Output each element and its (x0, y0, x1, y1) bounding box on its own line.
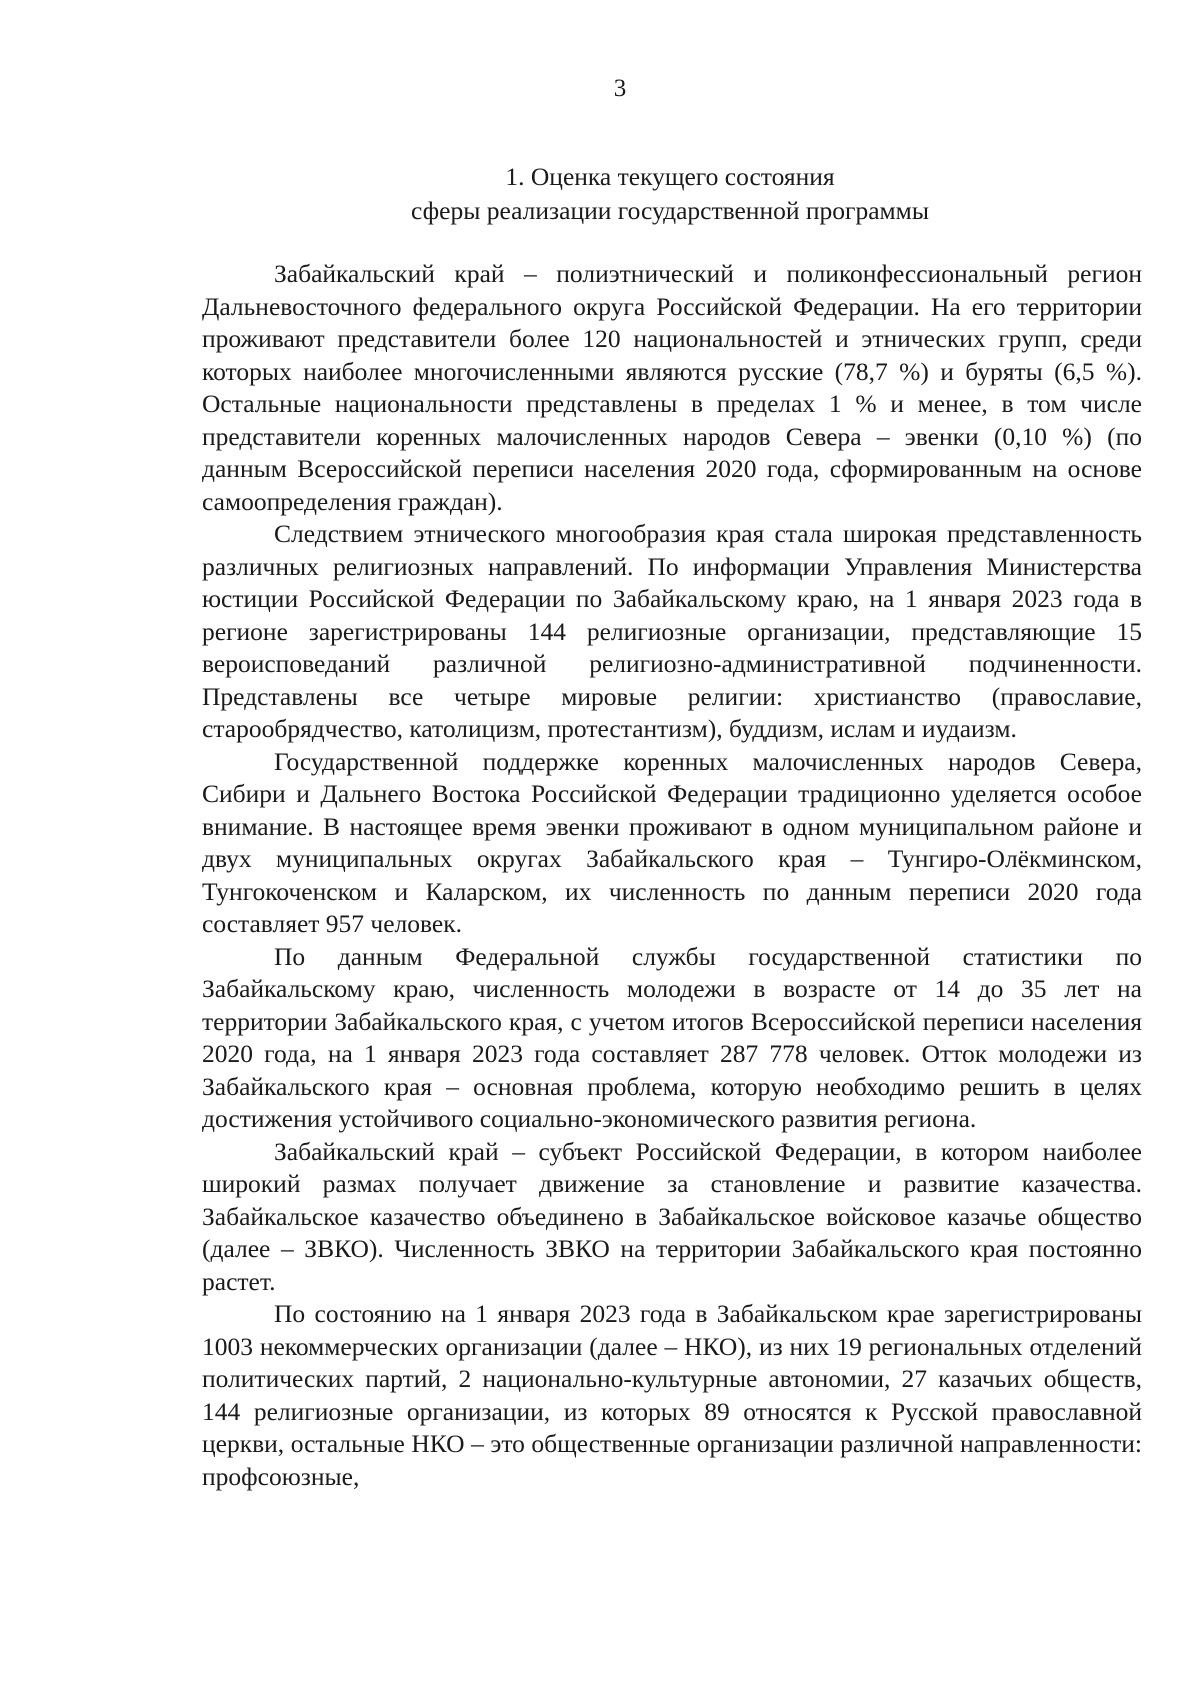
paragraph-ethnic-composition: Забайкальский край – полиэтнический и поликонфессиональный регион Дальневосточного федерального округа Российской Федерации. На его территории проживают представители более 120 национальностей и этнических групп, среди которых наиболее многочисленными являются русские (78,7 %) и буряты (6,5 %). Остальные национальности представлены в пределах 1 % и менее, в том числе представители коренных малочисленных народов Севера – эвенки (0,10 %) (по данным Всероссийской переписи населения 2020 года, сформированным на основе самоопределения граждан). (202, 259, 1142, 516)
section-heading-line-2: сферы реализации государственной программы (411, 196, 929, 225)
paragraph-cossacks: Забайкальский край – субъект Российской Федерации, в котором наиболее широкий размах получает движение за становление и развитие казачества. Забайкальское казачество объединено в Забайкальское войсковое казачье общество (далее – ЗВКО). Численность ЗВКО на территории Забайкальского края постоянно растет. (202, 1136, 1142, 1296)
section-heading-line-1: 1. Оценка текущего состояния (505, 162, 835, 191)
paragraph-indigenous-peoples: Государственной поддержке коренных малочисленных народов Севера, Сибири и Дальнего Востока Российской Федерации традиционно уделяется особое внимание. В настоящее время эвенки проживают в одном муниципальном районе и двух муниципальных округах Забайкальского края – Тунгиро-Олёкминском, Тунгокоченском и Каларском, их численность по данным переписи 2020 года составляет 957 человек. (202, 746, 1142, 938)
paragraph-youth-statistics: По данным Федеральной службы государственной статистики по Забайкальскому краю, численность молодежи в возрасте от 14 до 35 лет на территории Забайкальского края, с учетом итогов Всероссийской переписи населения 2020 года, на 1 января 2023 года составляет 287 778 человек. Отток молодежи из Забайкальского края – основная проблема, которую необходимо решить в целях достижения устойчивого социально-экономического развития региона. (202, 941, 1142, 1133)
page-number: 3 (613, 75, 627, 102)
paragraph-nonprofit-organizations: По состоянию на 1 января 2023 года в Забайкальском крае зарегистрированы 1003 некоммерческих организации (далее – НКО), из них 19 региональных отделений политических партий, 2 национально-культурные автономии, 27 казачьих обществ, 144 религиозные организации, из которых 89 относятся к Русской православной церкви, остальные НКО – это общественные организации различной направленности: профсоюзные, (202, 1299, 1142, 1491)
section-heading (200, 160, 1140, 228)
body-text (202, 258, 1142, 1493)
paragraph-religious-diversity: Следствием этнического многообразия края стала широкая представленность различных религиозных направлений. По информации Управления Министерства юстиции Российской Федерации по Забайкальскому краю, на 1 января 2023 года в регионе зарегистрированы 144 религиозные организации, представляющие 15 вероисповеданий различной религиозно-административной подчиненности. Представлены все четыре мировые религии: христианство (православие, старообрядчество, католицизм, протестантизм), буддизм, ислам и иудаизм. (202, 519, 1142, 743)
